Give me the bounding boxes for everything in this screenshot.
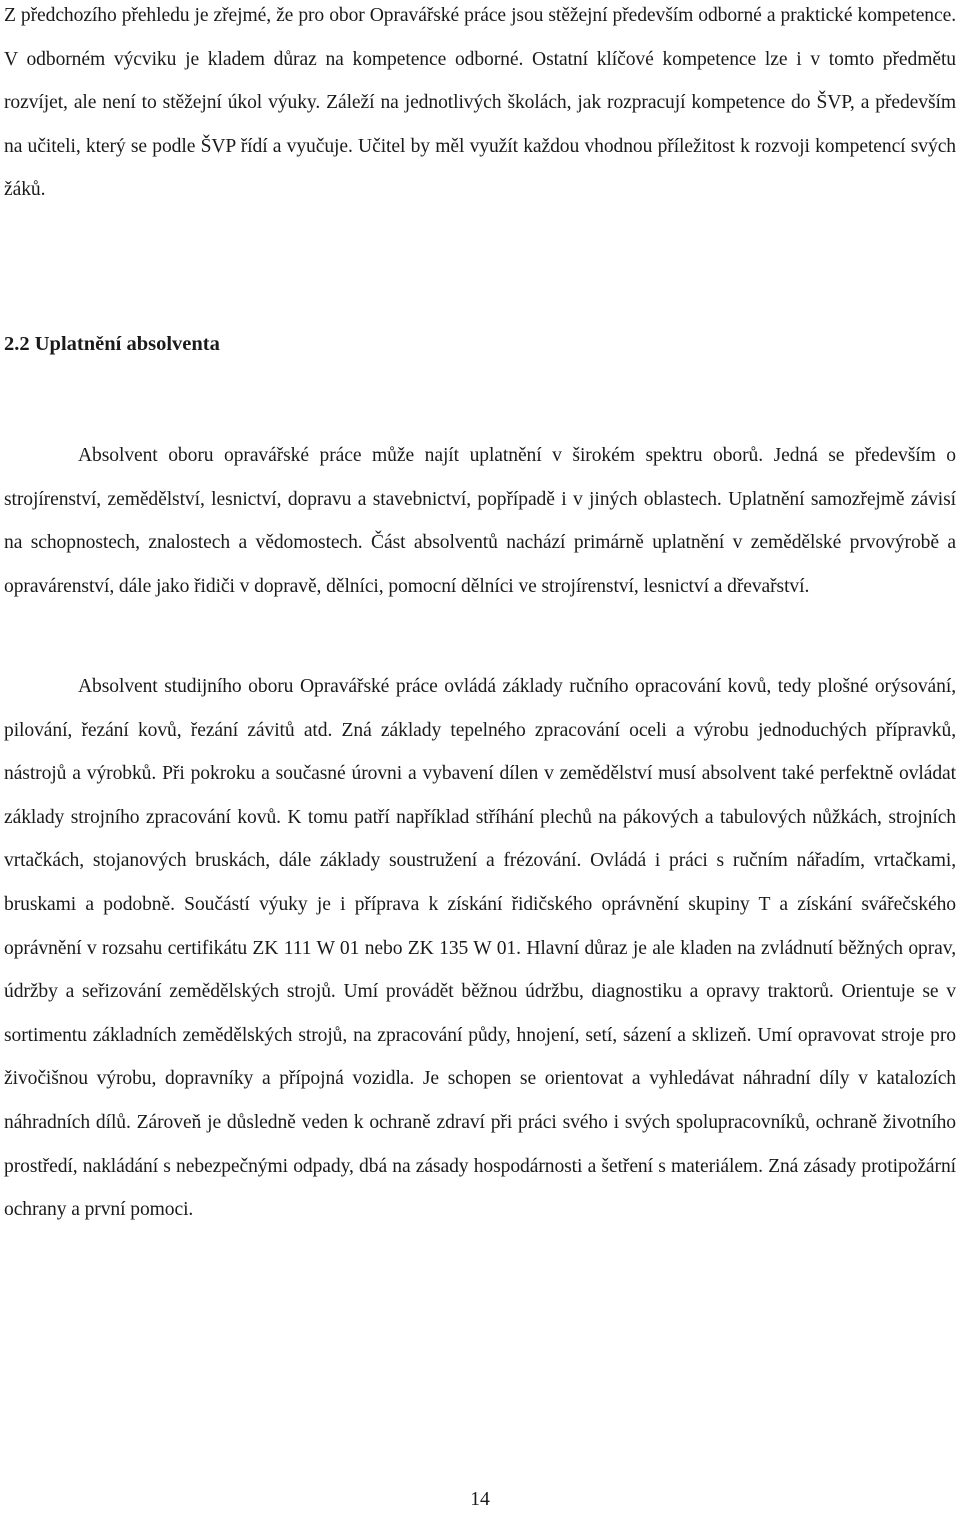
page-number: 14: [470, 1489, 490, 1510]
intro-paragraph: Z předchozího přehledu je zřejmé, že pro obor Opravářské práce jsou stěžejní především odborné a praktické kompetence. V odborném výcviku je kladem důraz na kompetence odborné. Ostatní klíčové kompetence lze i v tomto předmětu rozvíjet, ale není to stěžejní úkol výuky. Záleží na jednotlivých školách, jak rozpracují kompetence do ŠVP, a především na učiteli, který se podle ŠVP řídí a vyučuje. Učitel by měl využít každou vhodnou příležitost k rozvoji kompetencí svých žáků.: [4, 5, 956, 201]
skills-paragraph: Absolvent studijního oboru Opravářské práce ovládá základy ručního opracování kovů, tedy plošné orýsování, pilování, řezání kovů, řezání závitů atd. Zná základy tepelného zpracování oceli a výrobu jednoduchých přípravků, nástrojů a výrobků. Při pokroku a současné úrovni a vybavení dílen v zemědělství musí absolvent také perfektně ovládat základy strojního zpracování kovů. K tomu patří například stříhání plechů na pákových a tabulových nůžkách, strojních vrtačkách, stojanových bruskách, dále základy soustružení a frézování. Ovládá i práci s ručním nářadím, vrtačkami, bruskami a podobně. Součástí výuky je i příprava k získání řidičského oprávnění skupiny T a získání svářečského oprávnění v rozsahu certifikátu ZK 111 W 01 nebo ZK 135 W 01. Hlavní důraz je ale kladen na zvládnutí běžných oprav, údržby a seřizování zemědělských strojů. Umí provádět běžnou údržbu, diagnostiku a opravy traktorů. Orientuje se v sortimentu základních zemědělských strojů, na zpracování půdy, hnojení, setí, sázení a sklizeň. Umí opravovat stroje pro živočišnou výrobu, dopravníky a přípojná vozidla. Je schopen se orientovat a vyhledávat náhradní díly v katalozích náhradních dílů. Zároveň je důsledně veden k ochraně zdraví při práci svého i svých spolupracovníků, ochraně životního prostředí, nakládání s nebezpečnými odpady, dbá na zásady hospodárnosti a šetření s materiálem. Zná zásady protipožární ochrany a první pomoci.: [4, 676, 956, 1221]
employment-paragraph: Absolvent oboru opravářské práce může najít uplatnění v širokém spektru oborů. Jedná se především o strojírenství, zemědělství, lesnictví, dopravu a stavebnictví, popřípadě i v jiných oblastech. Uplatnění samozřejmě závisí na schopnostech, znalostech a vědomostech. Část absolventů nachází primárně uplatnění v zemědělské prvovýrobě a opravárenství, dále jako řidiči v dopravě, dělníci, pomocní dělníci ve strojírenství, lesnictví a dřevařství.: [4, 445, 956, 597]
section-heading: 2.2 Uplatnění absolventa: [4, 333, 220, 355]
